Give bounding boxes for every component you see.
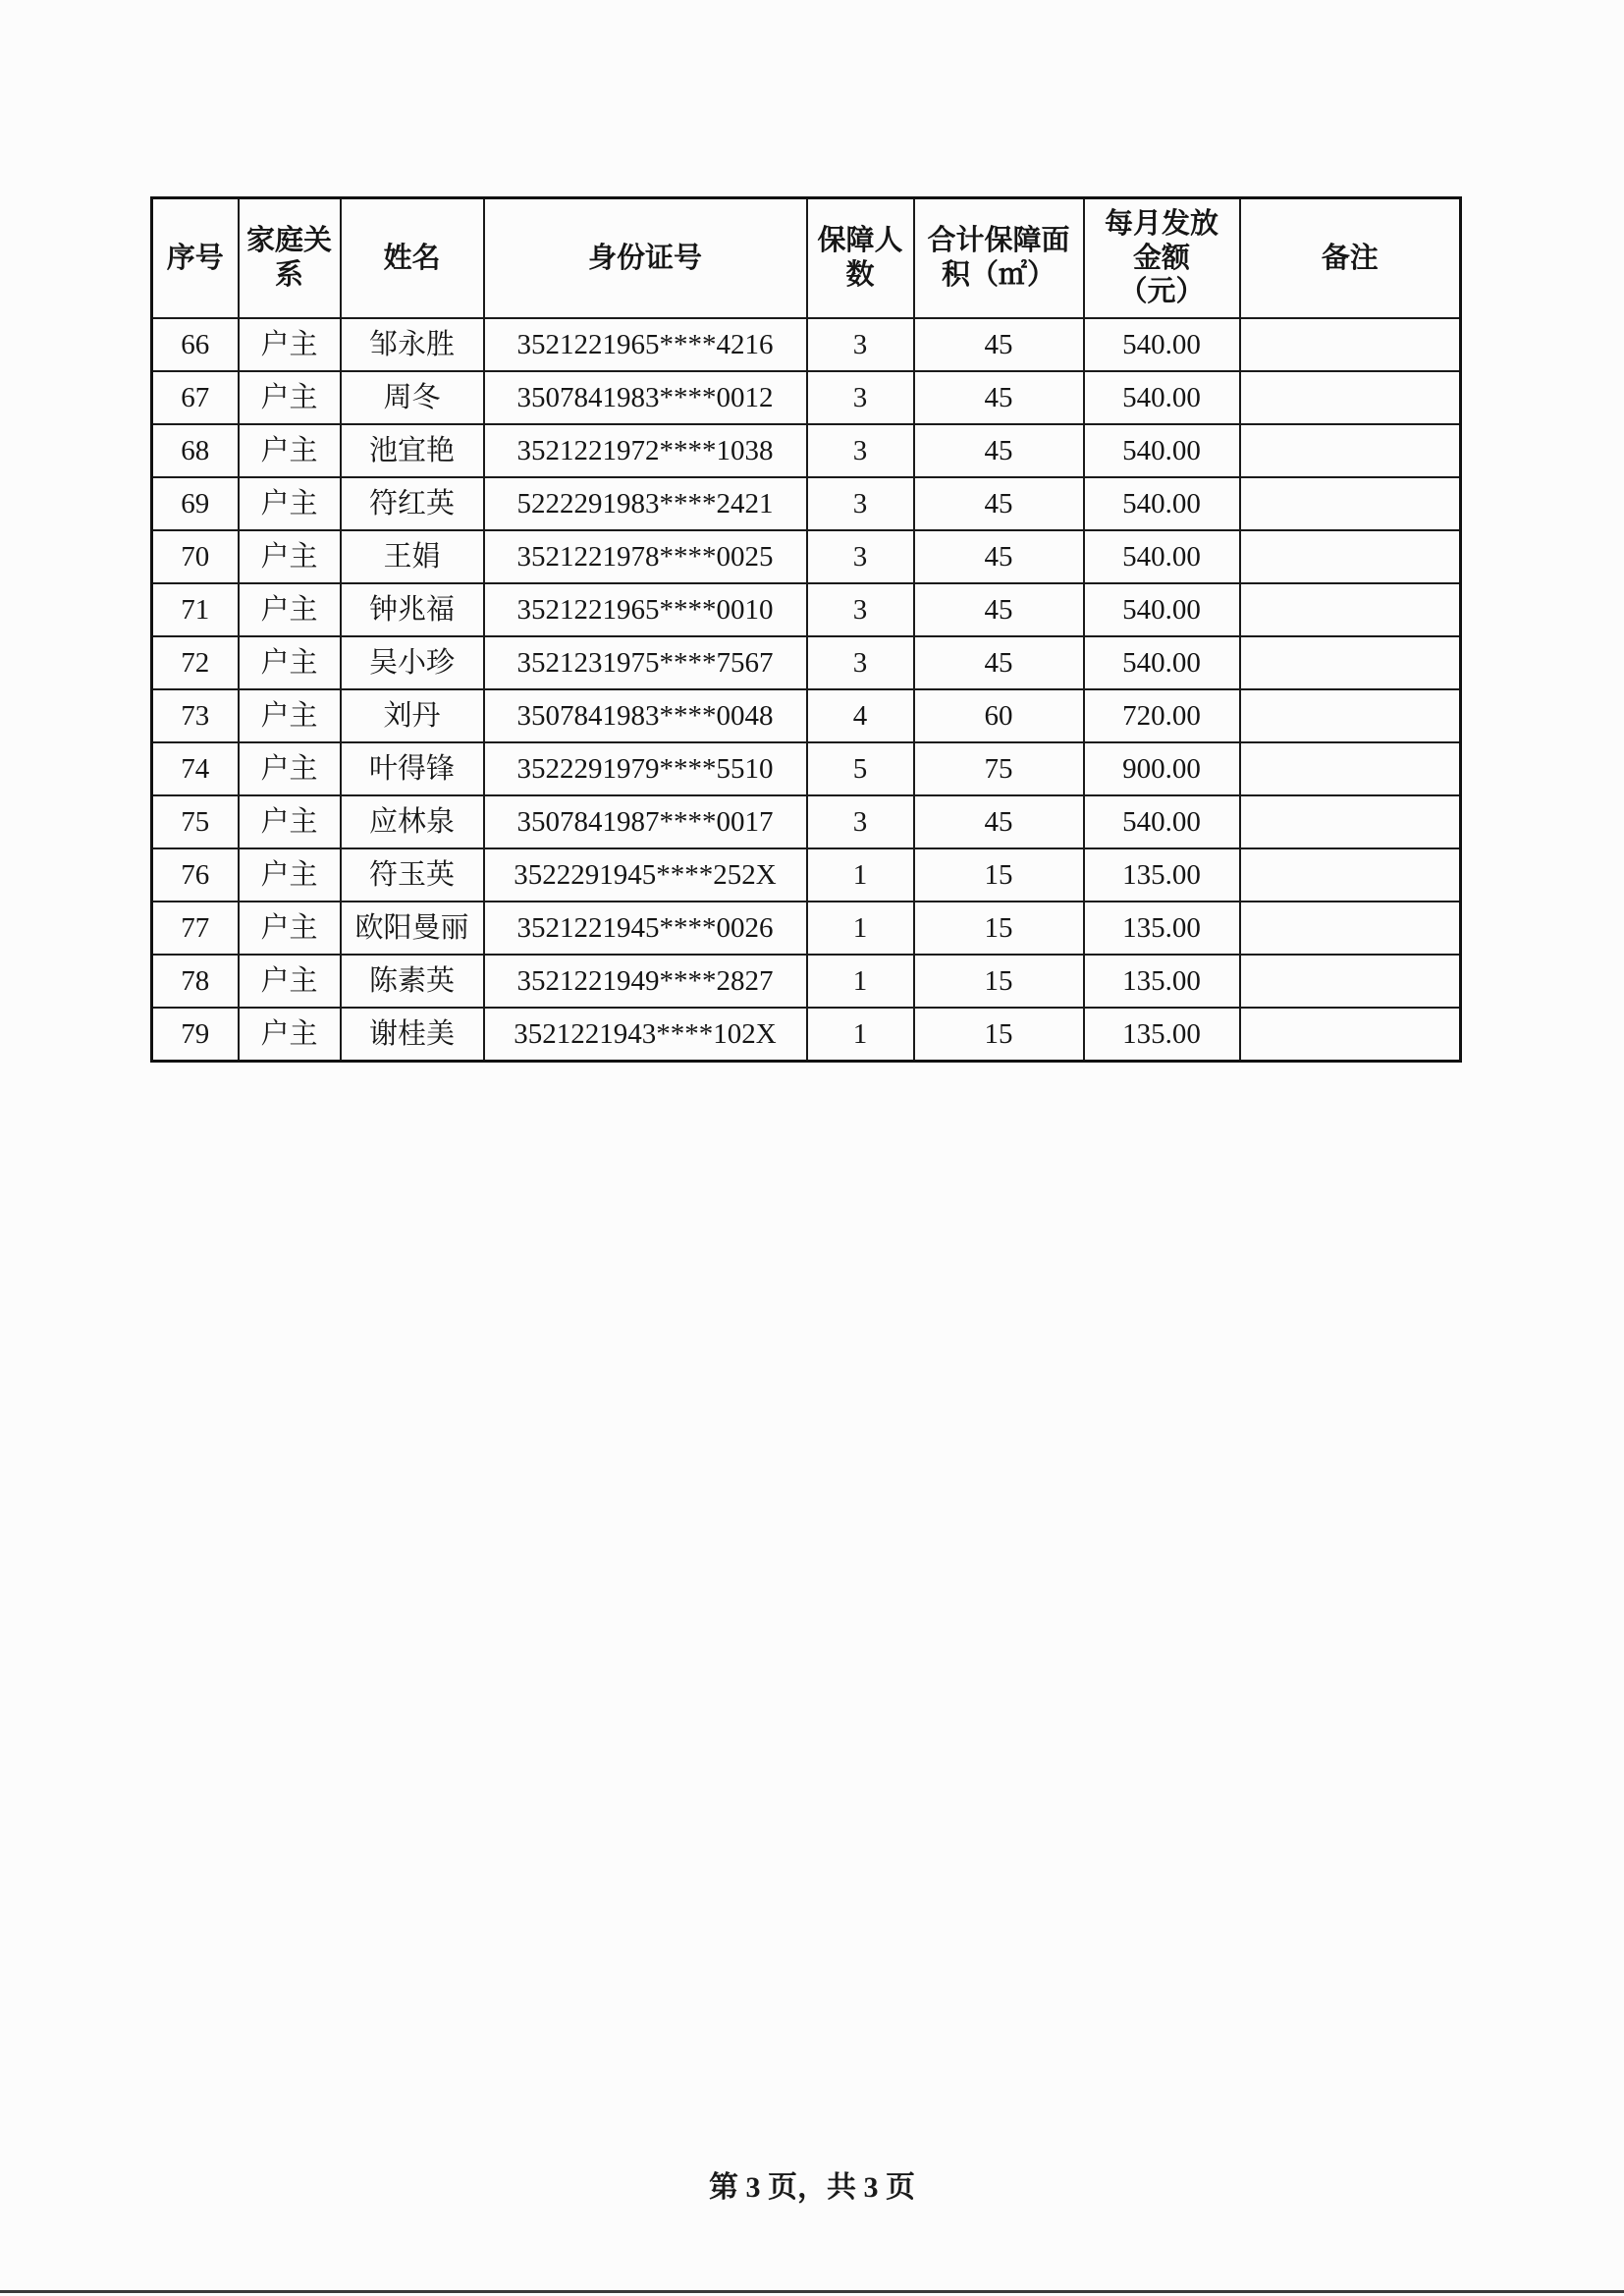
cell-id: 3521221943****102X [484,1008,807,1062]
table-header [152,198,1461,319]
cell-remark [1240,689,1461,742]
cell-name: 符红英 [341,477,484,530]
cell-area: 45 [914,795,1084,848]
cell-relation: 户主 [239,530,341,583]
cell-relation: 户主 [239,583,341,636]
table-row [152,583,1461,636]
cell-id: 3521231975****7567 [484,636,807,689]
table-row [152,371,1461,424]
cell-persons: 3 [807,795,914,848]
header-persons: 保障人数 [807,198,914,319]
cell-remark [1240,424,1461,477]
cell-amount: 540.00 [1084,530,1240,583]
cell-remark [1240,371,1461,424]
cell-persons: 3 [807,424,914,477]
table-row [152,1008,1461,1062]
cell-seq: 67 [152,371,239,424]
cell-relation: 户主 [239,742,341,795]
cell-persons: 1 [807,1008,914,1062]
cell-persons: 3 [807,477,914,530]
cell-id: 3507841987****0017 [484,795,807,848]
header-name: 姓名 [341,198,484,319]
cell-name: 符玉英 [341,848,484,902]
cell-relation: 户主 [239,902,341,955]
cell-remark [1240,955,1461,1008]
header-amount: 每月发放金额（元） [1084,198,1240,319]
cell-area: 45 [914,583,1084,636]
cell-amount: 135.00 [1084,955,1240,1008]
cell-remark [1240,318,1461,371]
header-remark: 备注 [1240,198,1461,319]
cell-id: 3507841983****0012 [484,371,807,424]
cell-amount: 540.00 [1084,583,1240,636]
table-row [152,318,1461,371]
table-body [152,318,1461,1062]
cell-area: 45 [914,477,1084,530]
cell-seq: 75 [152,795,239,848]
cell-area: 45 [914,371,1084,424]
cell-id: 3522291979****5510 [484,742,807,795]
cell-name: 钟兆福 [341,583,484,636]
table-row [152,955,1461,1008]
cell-name: 应林泉 [341,795,484,848]
cell-area: 15 [914,902,1084,955]
cell-seq: 68 [152,424,239,477]
cell-amount: 540.00 [1084,318,1240,371]
cell-relation: 户主 [239,955,341,1008]
cell-persons: 1 [807,955,914,1008]
table-row [152,795,1461,848]
cell-area: 45 [914,530,1084,583]
cell-relation: 户主 [239,689,341,742]
cell-remark [1240,477,1461,530]
header-row [152,198,1461,319]
table-row [152,742,1461,795]
cell-relation: 户主 [239,848,341,902]
cell-relation: 户主 [239,318,341,371]
cell-name: 周冬 [341,371,484,424]
cell-area: 45 [914,636,1084,689]
cell-remark [1240,583,1461,636]
cell-id: 3521221978****0025 [484,530,807,583]
cell-remark [1240,795,1461,848]
cell-area: 75 [914,742,1084,795]
cell-seq: 74 [152,742,239,795]
cell-remark [1240,1008,1461,1062]
cell-relation: 户主 [239,371,341,424]
cell-relation: 户主 [239,636,341,689]
cell-seq: 77 [152,902,239,955]
cell-amount: 135.00 [1084,1008,1240,1062]
cell-seq: 70 [152,530,239,583]
cell-id: 3507841983****0048 [484,689,807,742]
cell-persons: 4 [807,689,914,742]
header-seq: 序号 [152,198,239,319]
header-area: 合计保障面积（㎡） [914,198,1084,319]
table-row [152,848,1461,902]
cell-id: 3521221949****2827 [484,955,807,1008]
cell-remark [1240,530,1461,583]
cell-name: 叶得锋 [341,742,484,795]
cell-remark [1240,636,1461,689]
cell-seq: 78 [152,955,239,1008]
cell-amount: 135.00 [1084,902,1240,955]
cell-id: 3521221965****4216 [484,318,807,371]
cell-seq: 69 [152,477,239,530]
cell-area: 15 [914,1008,1084,1062]
cell-relation: 户主 [239,477,341,530]
cell-seq: 79 [152,1008,239,1062]
table-row [152,424,1461,477]
table-row [152,636,1461,689]
cell-name: 吴小珍 [341,636,484,689]
cell-area: 45 [914,424,1084,477]
page-number: 第 3 页，共 3 页 [709,2171,915,2204]
cell-name: 王娟 [341,530,484,583]
table-row [152,902,1461,955]
cell-persons: 1 [807,902,914,955]
header-relation: 家庭关系 [239,198,341,319]
cell-remark [1240,902,1461,955]
header-id: 身份证号 [484,198,807,319]
cell-amount: 540.00 [1084,636,1240,689]
cell-id: 5222291983****2421 [484,477,807,530]
cell-amount: 540.00 [1084,477,1240,530]
cell-persons: 3 [807,530,914,583]
cell-area: 45 [914,318,1084,371]
cell-id: 3521221965****0010 [484,583,807,636]
cell-seq: 71 [152,583,239,636]
cell-seq: 66 [152,318,239,371]
cell-persons: 3 [807,371,914,424]
cell-amount: 720.00 [1084,689,1240,742]
cell-amount: 135.00 [1084,848,1240,902]
cell-id: 3521221972****1038 [484,424,807,477]
cell-id: 3521221945****0026 [484,902,807,955]
cell-persons: 5 [807,742,914,795]
scan-edge-line [0,2290,1624,2293]
cell-seq: 76 [152,848,239,902]
cell-persons: 3 [807,318,914,371]
cell-relation: 户主 [239,1008,341,1062]
cell-name: 谢桂美 [341,1008,484,1062]
cell-persons: 3 [807,636,914,689]
cell-persons: 3 [807,583,914,636]
cell-amount: 900.00 [1084,742,1240,795]
table-row [152,477,1461,530]
cell-amount: 540.00 [1084,424,1240,477]
cell-relation: 户主 [239,424,341,477]
cell-name: 陈素英 [341,955,484,1008]
cell-name: 邹永胜 [341,318,484,371]
cell-name: 欧阳曼丽 [341,902,484,955]
cell-remark [1240,742,1461,795]
cell-name: 池宜艳 [341,424,484,477]
data-table [150,196,1462,1063]
cell-name: 刘丹 [341,689,484,742]
cell-area: 15 [914,848,1084,902]
cell-area: 15 [914,955,1084,1008]
cell-seq: 73 [152,689,239,742]
table-row [152,530,1461,583]
cell-remark [1240,848,1461,902]
cell-amount: 540.00 [1084,371,1240,424]
cell-relation: 户主 [239,795,341,848]
cell-amount: 540.00 [1084,795,1240,848]
cell-persons: 1 [807,848,914,902]
table-row [152,689,1461,742]
cell-seq: 72 [152,636,239,689]
cell-area: 60 [914,689,1084,742]
cell-id: 3522291945****252X [484,848,807,902]
